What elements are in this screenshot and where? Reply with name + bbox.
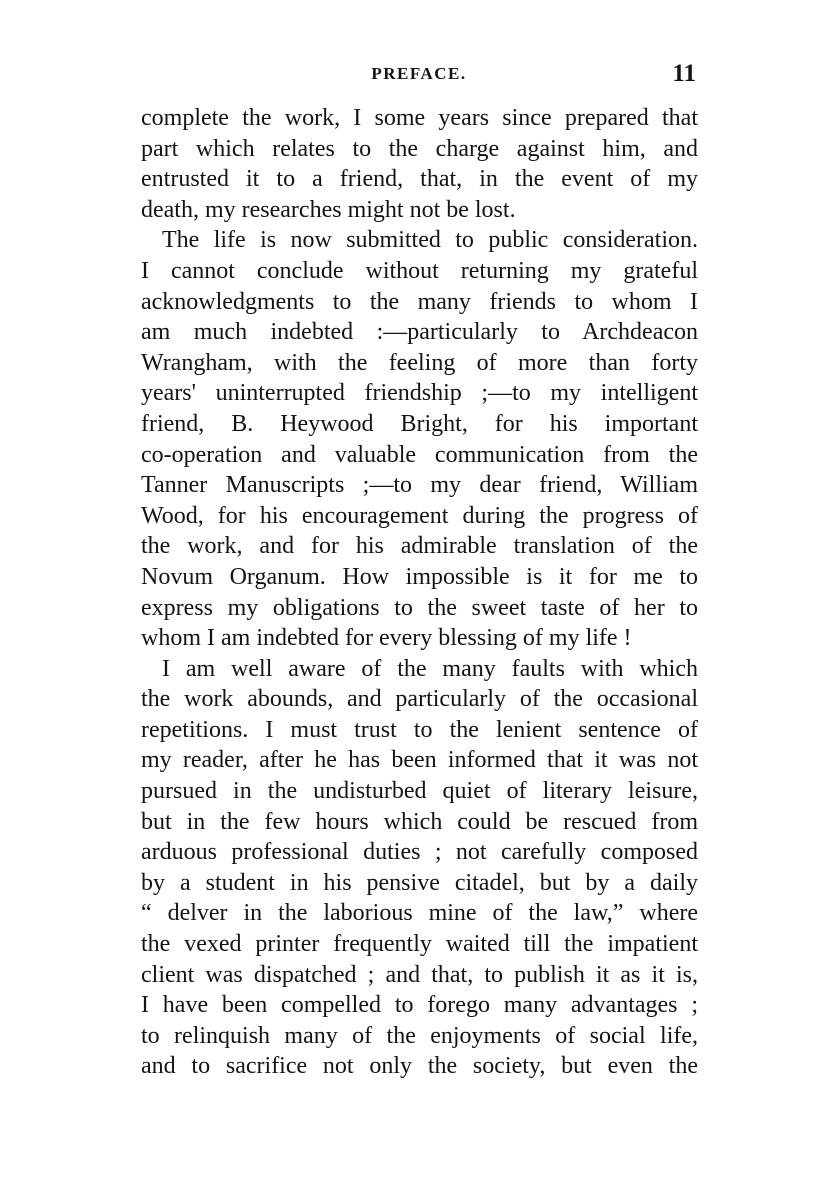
text-line: death, my researches might not be lost.: [141, 196, 516, 223]
text-line: friend, B. Heywood Bright, for his important: [141, 410, 698, 437]
text-line: entrusted it to a friend, that, in the event of my: [141, 166, 698, 193]
text-line: to relinquish many of the enjoyments of social life,: [141, 1022, 698, 1049]
text-line: Novum Organum. How impossible is it for me to: [141, 563, 698, 590]
text-line: co-operation and valuable communication from the: [141, 441, 698, 468]
text-line: by a student in his pensive citadel, but by a daily: [141, 869, 698, 896]
text-line: pursued in the undisturbed quiet of literary leisure,: [141, 778, 698, 805]
text-line: am much indebted :—particularly to Archdeacon: [141, 319, 698, 346]
text-line: I am well aware of the many faults with which: [162, 655, 698, 682]
paragraph: [141, 654, 698, 1082]
text-line: acknowledgments to the many friends to whom I: [141, 288, 698, 315]
text-line: express my obligations to the sweet taste of her to: [141, 594, 698, 621]
running-title: PREFACE.: [371, 64, 467, 83]
text-line: my reader, after he has been informed that it was not: [141, 747, 698, 774]
text-line: “ delver in the laborious mine of the law,” where: [141, 900, 698, 927]
text-line: years' uninterrupted friendship ;—to my intelligent: [141, 380, 698, 407]
text-line: Wood, for his encouragement during the progress of: [141, 502, 698, 529]
text-line: part which relates to the charge against him, and: [141, 135, 698, 162]
text-line: Tanner Manuscripts ;—to my dear friend, William: [141, 472, 698, 499]
text-line: the work abounds, and particularly of the occasional: [141, 686, 698, 713]
running-head: [140, 62, 698, 92]
text-line: I have been compelled to forego many advantages ;: [141, 992, 698, 1019]
paragraph: [141, 103, 698, 225]
text-line: arduous professional duties ; not carefully composed: [141, 839, 698, 866]
text-line: complete the work, I some years since prepared that: [141, 105, 698, 131]
text-line: client was dispatched ; and that, to publish it as it is,: [141, 961, 698, 988]
text-body: [141, 103, 698, 1082]
text-line: The life is now submitted to public consideration.: [162, 227, 698, 254]
text-line: repetitions. I must trust to the lenient sentence of: [141, 716, 698, 743]
paragraph: [141, 225, 698, 653]
text-line: the work, and for his admirable translation of the: [141, 533, 698, 560]
page-number: 11: [672, 60, 696, 87]
text-line: I cannot conclude without returning my grateful: [141, 257, 698, 284]
text-line: Wrangham, with the feeling of more than forty: [141, 349, 698, 376]
text-line: and to sacrifice not only the society, but even the: [141, 1053, 698, 1080]
text-line: the vexed printer frequently waited till the impatient: [141, 931, 698, 958]
text-line: whom I am indebted for every blessing of my life !: [141, 625, 632, 652]
text-line: but in the few hours which could be rescued from: [141, 808, 698, 835]
